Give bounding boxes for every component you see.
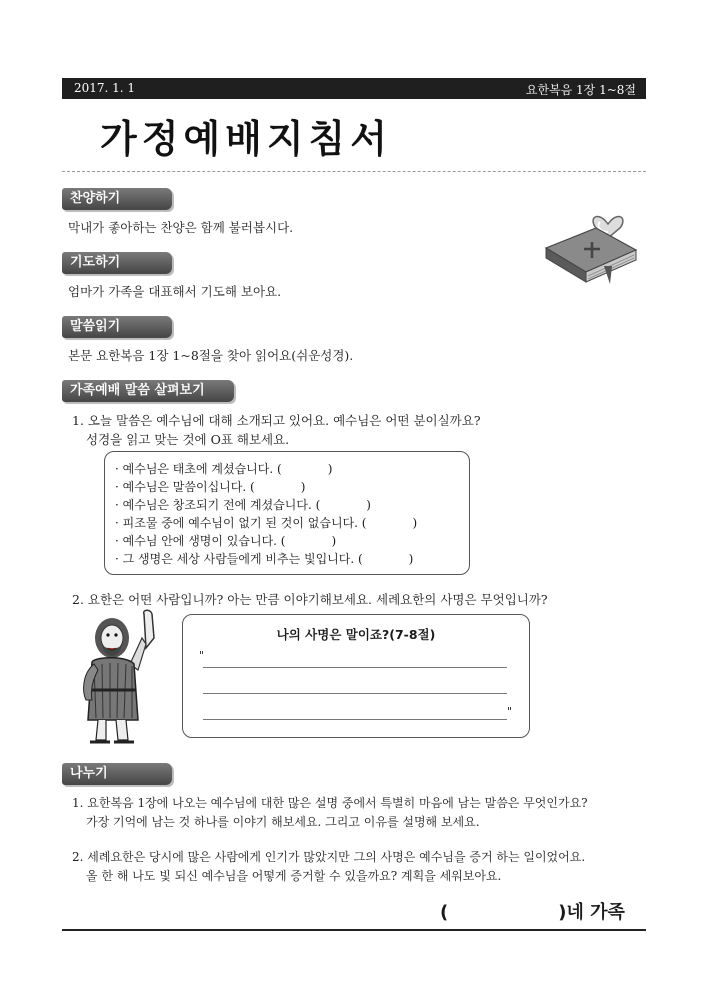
- statement-5: · 예수님 안에 생명이 있습니다. ( ): [115, 534, 337, 548]
- statement-6: · 그 생명은 세상 사람들에게 비추는 빛입니다. ( ): [115, 552, 414, 566]
- family-label: )네 가족: [558, 902, 625, 923]
- section-prayer-header: 기도하기: [62, 252, 172, 274]
- statement-1: · 예수님은 태초에 계셨습니다. ( ): [115, 462, 333, 476]
- mission-heading: 나의 사명은 말이죠?(7-8절): [276, 627, 436, 642]
- writing-line-3[interactable]: [203, 719, 507, 720]
- writing-line-2[interactable]: [203, 693, 507, 694]
- statement-4: · 피조물 중에 예수님이 없기 된 것이 없습니다. ( ): [115, 516, 418, 530]
- open-quote: ": [199, 649, 205, 662]
- praise-text: 막내가 좋아하는 찬양은 함께 불러봅시다.: [68, 220, 294, 235]
- study-question-2: 2. 요한은 어떤 사람입니까? 아는 만큼 이야기해보세요. 세례요한의 사명은 무엇입니까?: [72, 592, 548, 607]
- reading-text: 본문 요한복음 1장 1~8절을 찾아 읽어요(쉬운성경).: [68, 348, 354, 363]
- family-open-paren: (: [440, 902, 449, 923]
- study-question-1: 1. 오늘 말씀은 예수님에 대해 소개되고 있어요. 예수님은 어떤 분이실까요?: [72, 413, 481, 428]
- study-question-1-instruction: 성경을 읽고 맞는 것에 O표 해보세요.: [86, 432, 290, 447]
- share-question-2: 2. 세례요한은 당시에 많은 사람에게 인기가 많았지만 그의 사명은 예수님을 증거 하는 일이었어요.: [72, 850, 586, 864]
- mission-box: [182, 614, 530, 738]
- share-question-1: 1. 요한복음 1장에 나오는 예수님에 대한 많은 설명 중에서 특별히 마음에 남는 말씀은 무엇인가요?: [72, 796, 588, 810]
- scripture-reference: 요한복음 1장 1~8절: [525, 83, 636, 97]
- bottom-rule: [62, 929, 646, 931]
- share-question-2-detail: 올 한 해 나도 빛 되신 예수님을 어떻게 증거할 수 있을까요? 계획을 세워보아요.: [86, 869, 502, 883]
- section-share-header: 나누기: [62, 763, 172, 785]
- prayer-text: 엄마가 가족을 대표해서 기도해 보아요.: [68, 284, 282, 299]
- share-question-1-detail: 가장 기억에 남는 것 하나를 이야기 해보세요. 그리고 이유를 설명해 보세요.: [86, 815, 480, 829]
- section-praise-header: 찬양하기: [62, 188, 172, 210]
- page-title: 가정예배지침서: [100, 117, 392, 161]
- close-quote: ": [507, 705, 513, 718]
- writing-line-1[interactable]: [203, 667, 507, 668]
- statement-3: · 예수님은 창조되기 전에 계셨습니다. ( ): [115, 498, 371, 512]
- header-bar: [62, 78, 646, 99]
- john-baptist-illustration: [72, 608, 168, 752]
- section-reading-header: 말씀읽기: [62, 316, 172, 338]
- section-study-header: 가족예배 말씀 살펴보기: [62, 380, 234, 402]
- dashed-divider: [62, 171, 646, 172]
- family-name-field[interactable]: [440, 898, 625, 924]
- statement-2: · 예수님은 말씀이십니다. ( ): [115, 480, 306, 494]
- date-label: 2017. 1. 1: [74, 81, 136, 95]
- statements-box: [104, 451, 470, 575]
- bible-heart-icon: [538, 192, 638, 288]
